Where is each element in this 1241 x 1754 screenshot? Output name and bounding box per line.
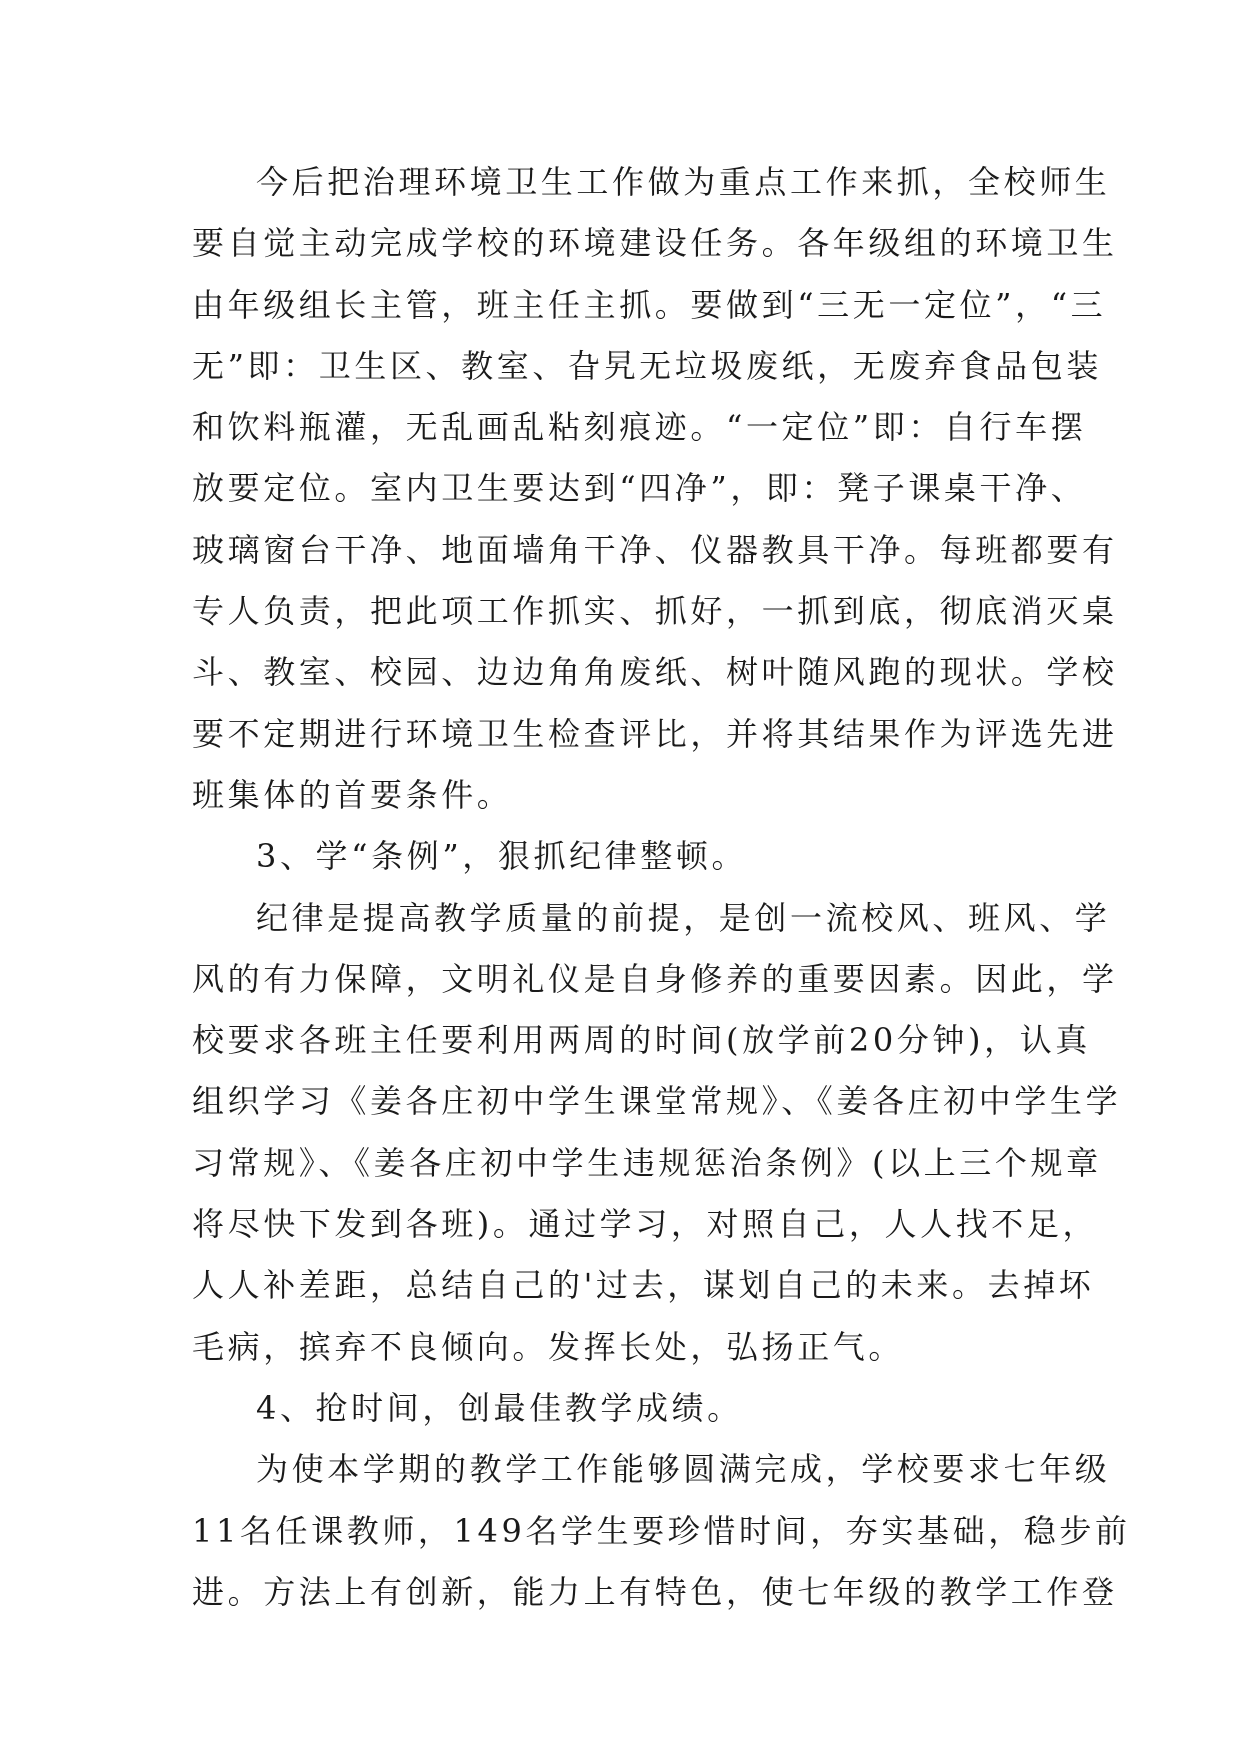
paragraph-line: 毛病，摈弃不良倾向。发挥长处，弘扬正气。 <box>192 1327 905 1366</box>
paragraph-line: 组织学习《姜各庄初中学生课堂常规》、《姜各庄初中学生学 <box>192 1082 1122 1121</box>
paragraph-line: 今后把治理环境卫生工作做为重点工作来抓，全校师生 <box>256 163 1111 201</box>
paragraph-line: 和饮料瓶灌，无乱画乱粘刻痕迹。“一定位”即：自行车摆 <box>192 408 1087 447</box>
paragraph-line: 为使本学期的教学工作能够圆满完成，学校要求七年级 <box>256 1450 1111 1489</box>
paragraph-line: 习常规》、《姜各庄初中学生违规惩治条例》(以上三个规章 <box>192 1143 1102 1182</box>
paragraph-line: 玻璃窗台干净、地面墙角干净、仪器教具干净。每班都要有 <box>192 530 1118 569</box>
paragraph-line: 校要求各班主任要利用两周的时间(放学前20分钟)，认真 <box>192 1021 1091 1060</box>
paragraph-line: 11名任课教师，149名学生要珍惜时间，夯实基础，稳步前 <box>192 1511 1131 1550</box>
paragraph-line: 要自觉主动完成学校的环境建设任务。各年级组的环境卫生 <box>192 224 1118 263</box>
paragraph-line: 由年级组长主管，班主任主抓。要做到“三无一定位”，“三 <box>192 285 1107 324</box>
section-heading: 4、抢时间，创最佳教学成绩。 <box>256 1388 743 1427</box>
document-body <box>192 152 1131 1623</box>
paragraph-line: 班集体的首要条件。 <box>192 775 513 814</box>
paragraph-line: 要不定期进行环境卫生检查评比，并将其结果作为评选先进 <box>192 714 1118 753</box>
paragraph-line: 无”即：卫生区、教室、旮旯无垃圾废纸，无废弃食品包装 <box>192 346 1102 385</box>
paragraph-line: 斗、教室、校园、边边角角废纸、树叶随风跑的现状。学校 <box>192 653 1118 692</box>
paragraph-line: 将尽快下发到各班)。通过学习，对照自己，人人找不足， <box>192 1205 1099 1244</box>
paragraph-line: 专人负责，把此项工作抓实、抓好，一抓到底，彻底消灭桌 <box>192 592 1118 631</box>
paragraph-line: 人人补差距，总结自己的'过去，谋划自己的未来。去掉坏 <box>192 1266 1095 1305</box>
section-heading: 3、学“条例”，狠抓纪律整顿。 <box>256 837 748 876</box>
paragraph-line: 风的有力保障，文明礼仪是自身修养的重要因素。因此，学 <box>192 959 1118 998</box>
paragraph-line: 放要定位。室内卫生要达到“四净”，即：凳子课桌干净、 <box>192 469 1087 508</box>
paragraph-line: 进。方法上有创新，能力上有特色，使七年级的教学工作登 <box>192 1572 1118 1611</box>
paragraph-line: 纪律是提高教学质量的前提，是创一流校风、班风、学 <box>256 898 1111 937</box>
